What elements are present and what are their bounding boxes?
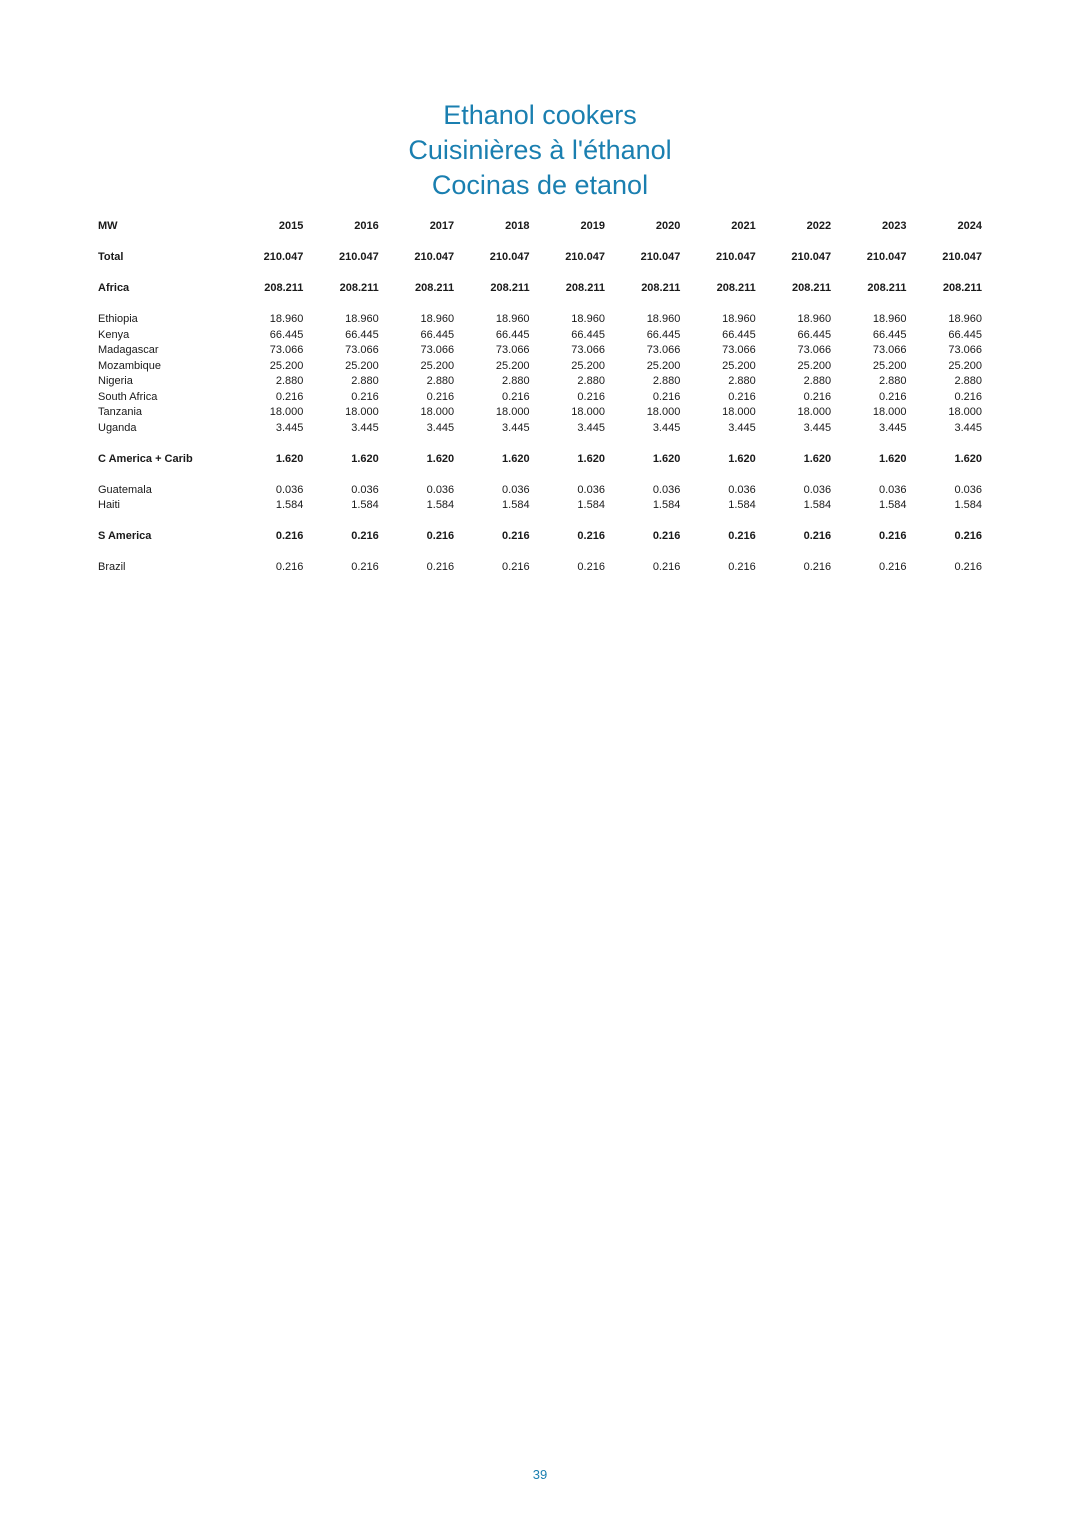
value-cell: 0.216 [954,530,982,542]
value-cell: 208.211 [415,282,455,294]
row-label: S America [98,530,152,542]
value-cell: 0.216 [426,561,455,573]
value-cell: 2.880 [426,375,455,387]
value-cell: 73.066 [420,344,455,356]
spacer-row [98,514,982,530]
value-cell: 1.620 [351,452,379,465]
value-cell: 2.880 [351,375,379,387]
row-label: Nigeria [98,375,133,387]
value-cell: 18.960 [646,313,681,325]
row-label: Mozambique [98,359,161,372]
row-label: Kenya [98,328,130,341]
value-cell: 0.216 [502,530,530,542]
value-cell: 18.000 [646,406,681,418]
country-row [98,390,982,406]
spacer-row [98,297,982,313]
title-french: Cuisinières à l'éthanol [408,135,672,165]
value-cell: 208.211 [641,282,681,294]
value-cell: 208.211 [716,282,756,294]
value-cell: 208.211 [490,282,530,294]
value-cell: 1.620 [878,452,907,465]
value-cell: 0.036 [954,483,982,496]
value-cell: 66.445 [646,328,681,341]
value-cell: 66.445 [345,328,379,341]
year-header: 2022 [806,220,832,232]
value-cell: 0.216 [502,561,530,573]
row-label: Tanzania [98,406,143,418]
country-row [98,560,982,576]
value-cell: 3.445 [502,421,530,434]
value-cell: 0.216 [728,561,756,573]
country-row [98,483,982,499]
value-cell: 2.880 [954,375,982,387]
value-cell: 18.960 [571,313,605,325]
value-cell: 73.066 [495,344,530,356]
value-cell: 0.216 [577,530,605,542]
value-cell: 208.211 [565,282,605,294]
value-cell: 1.584 [803,499,832,511]
value-cell: 2.880 [803,375,832,387]
value-cell: 66.445 [872,328,907,341]
value-cell: 210.047 [414,251,455,263]
value-cell: 2.880 [652,375,681,387]
country-row [98,343,982,359]
value-cell: 208.211 [791,282,832,294]
value-cell: 208.211 [867,282,907,294]
value-cell: 1.584 [878,499,907,511]
unit-label: MW [98,220,118,232]
title-english: Ethanol cookers [443,100,637,130]
value-cell: 18.960 [269,313,304,325]
value-cell: 66.445 [571,328,605,341]
value-cell: 73.066 [722,344,756,356]
value-cell: 0.216 [351,530,379,542]
spacer-row [98,235,982,251]
value-cell: 210.047 [489,251,530,263]
country-row [98,405,982,421]
row-label: Uganda [98,421,137,434]
year-header: 2023 [882,220,907,232]
row-label: Total [98,251,124,263]
value-cell: 0.216 [803,390,832,403]
country-row [98,359,982,375]
value-cell: 1.584 [652,499,681,511]
row-label: C America + Carib [98,452,193,465]
value-cell: 0.036 [351,483,379,496]
value-cell: 3.445 [954,421,982,434]
value-cell: 0.216 [728,390,756,403]
year-header: 2020 [655,220,681,232]
spacer-cell [98,545,982,561]
capacity-table [98,219,982,576]
region-total-row [98,452,982,468]
value-cell: 0.036 [426,483,455,496]
title-spanish: Cocinas de etanol [431,170,649,200]
value-cell: 0.216 [577,390,605,403]
value-cell: 25.200 [646,359,681,372]
value-cell: 73.066 [797,344,832,356]
value-cell: 210.047 [791,251,832,263]
row-label: Ethiopia [98,313,138,325]
value-cell: 25.200 [797,359,832,372]
value-cell: 66.445 [948,328,982,341]
value-cell: 25.200 [872,359,907,372]
value-cell: 0.216 [275,561,304,573]
value-cell: 18.000 [571,406,605,418]
value-cell: 73.066 [571,344,605,356]
value-cell: 73.066 [872,344,907,356]
value-cell: 0.216 [803,561,832,573]
value-cell: 0.216 [878,530,907,542]
value-cell: 210.047 [640,251,681,263]
value-cell: 0.216 [351,390,379,403]
value-cell: 210.047 [339,251,379,263]
value-cell: 1.584 [426,499,455,511]
value-cell: 18.000 [345,406,379,418]
value-cell: 0.036 [652,483,681,496]
value-cell: 1.620 [954,452,982,465]
value-cell: 0.216 [878,390,907,403]
value-cell: 0.216 [652,390,681,403]
year-header: 2017 [429,220,455,232]
row-label: Haiti [98,499,121,511]
value-cell: 210.047 [942,251,982,263]
value-cell: 3.445 [426,421,455,434]
value-cell: 208.211 [942,282,982,294]
value-cell: 66.445 [722,328,756,341]
value-cell: 0.036 [878,483,907,496]
value-cell: 66.445 [420,328,455,341]
value-cell: 73.066 [269,344,304,356]
spacer-cell [98,266,982,282]
value-cell: 1.584 [728,499,756,511]
value-cell: 0.216 [577,561,605,573]
value-cell: 73.066 [345,344,379,356]
value-cell: 0.036 [577,483,605,496]
value-cell: 66.445 [495,328,530,341]
value-cell: 0.036 [728,483,756,496]
year-header: 2021 [731,220,756,232]
value-cell: 210.047 [866,251,907,263]
value-cell: 208.211 [264,282,304,294]
spacer-cell [98,436,982,452]
row-label: Africa [98,282,130,294]
value-cell: 3.445 [577,421,605,434]
value-cell: 1.620 [426,452,455,465]
spacer-row [98,436,982,452]
value-cell: 18.960 [495,313,530,325]
value-cell: 0.216 [652,530,681,542]
value-cell: 18.000 [722,406,756,418]
country-row [98,421,982,437]
value-cell: 3.445 [351,421,379,434]
row-label: Madagascar [98,344,159,356]
value-cell: 0.216 [652,561,681,573]
value-cell: 3.445 [652,421,681,434]
value-cell: 3.445 [275,421,304,434]
value-cell: 208.211 [339,282,379,294]
value-cell: 0.216 [954,390,982,403]
value-cell: 1.584 [351,499,379,511]
year-header: 2018 [505,220,530,232]
value-cell: 0.216 [803,530,832,542]
row-label: Brazil [98,561,126,573]
value-cell: 210.047 [715,251,756,263]
value-cell: 0.036 [275,483,304,496]
spacer-cell [98,297,982,313]
region-total-row [98,529,982,545]
value-cell: 1.620 [502,452,530,465]
value-cell: 1.620 [577,452,605,465]
value-cell: 0.216 [275,530,304,542]
value-cell: 66.445 [797,328,832,341]
value-cell: 3.445 [878,421,907,434]
value-cell: 18.960 [420,313,455,325]
value-cell: 18.000 [797,406,832,418]
table-body [98,235,982,576]
table-header-row [98,219,982,235]
spacer-row [98,467,982,483]
value-cell: 0.036 [502,483,530,496]
value-cell: 18.960 [722,313,756,325]
spacer-cell [98,514,982,530]
value-cell: 1.620 [275,452,304,465]
value-cell: 1.584 [577,499,605,511]
spacer-cell [98,235,982,251]
value-cell: 18.000 [948,406,982,418]
value-cell: 18.960 [872,313,907,325]
row-label: Guatemala [98,483,152,496]
country-row [98,328,982,344]
page-number: 39 [532,1467,548,1482]
value-cell: 0.216 [275,390,304,403]
value-cell: 25.200 [269,359,304,372]
country-row [98,312,982,328]
value-cell: 2.880 [577,375,605,387]
value-cell: 0.216 [426,390,455,403]
value-cell: 2.880 [728,375,756,387]
value-cell: 25.200 [722,359,756,372]
spacer-cell [98,467,982,483]
value-cell: 18.000 [495,406,530,418]
value-cell: 1.620 [652,452,681,465]
value-cell: 18.960 [797,313,832,325]
value-cell: 18.000 [420,406,455,418]
value-cell: 66.445 [269,328,304,341]
value-cell: 73.066 [646,344,681,356]
value-cell: 25.200 [495,359,530,372]
value-cell: 0.036 [803,483,832,496]
value-cell: 25.200 [345,359,379,372]
value-cell: 2.880 [502,375,530,387]
value-cell: 2.880 [878,375,907,387]
spacer-row [98,266,982,282]
value-cell: 1.584 [502,499,530,511]
page-title [0,98,1080,203]
region-total-row [98,281,982,297]
country-row [98,374,982,390]
value-cell: 0.216 [878,561,907,573]
value-cell: 73.066 [948,344,982,356]
value-cell: 18.960 [345,313,379,325]
region-total-row [98,250,982,266]
value-cell: 1.620 [728,452,756,465]
value-cell: 210.047 [565,251,605,263]
value-cell: 3.445 [803,421,832,434]
value-cell: 1.584 [954,499,982,511]
year-header: 2016 [354,220,379,232]
value-cell: 1.620 [803,452,832,465]
country-row [98,498,982,514]
value-cell: 25.200 [420,359,455,372]
value-cell: 3.445 [728,421,756,434]
row-label: South Africa [98,390,158,403]
value-cell: 0.216 [351,561,379,573]
year-header: 2024 [957,220,982,232]
year-header: 2015 [278,220,304,232]
value-cell: 25.200 [571,359,605,372]
value-cell: 0.216 [728,530,756,542]
value-cell: 25.200 [948,359,982,372]
value-cell: 210.047 [263,251,304,263]
value-cell: 2.880 [275,375,304,387]
value-cell: 0.216 [954,561,982,573]
value-cell: 0.216 [426,530,455,542]
spacer-row [98,545,982,561]
value-cell: 0.216 [502,390,530,403]
year-header: 2019 [580,220,605,232]
value-cell: 1.584 [275,499,304,511]
value-cell: 18.000 [269,406,304,418]
value-cell: 18.960 [948,313,982,325]
value-cell: 18.000 [872,406,907,418]
